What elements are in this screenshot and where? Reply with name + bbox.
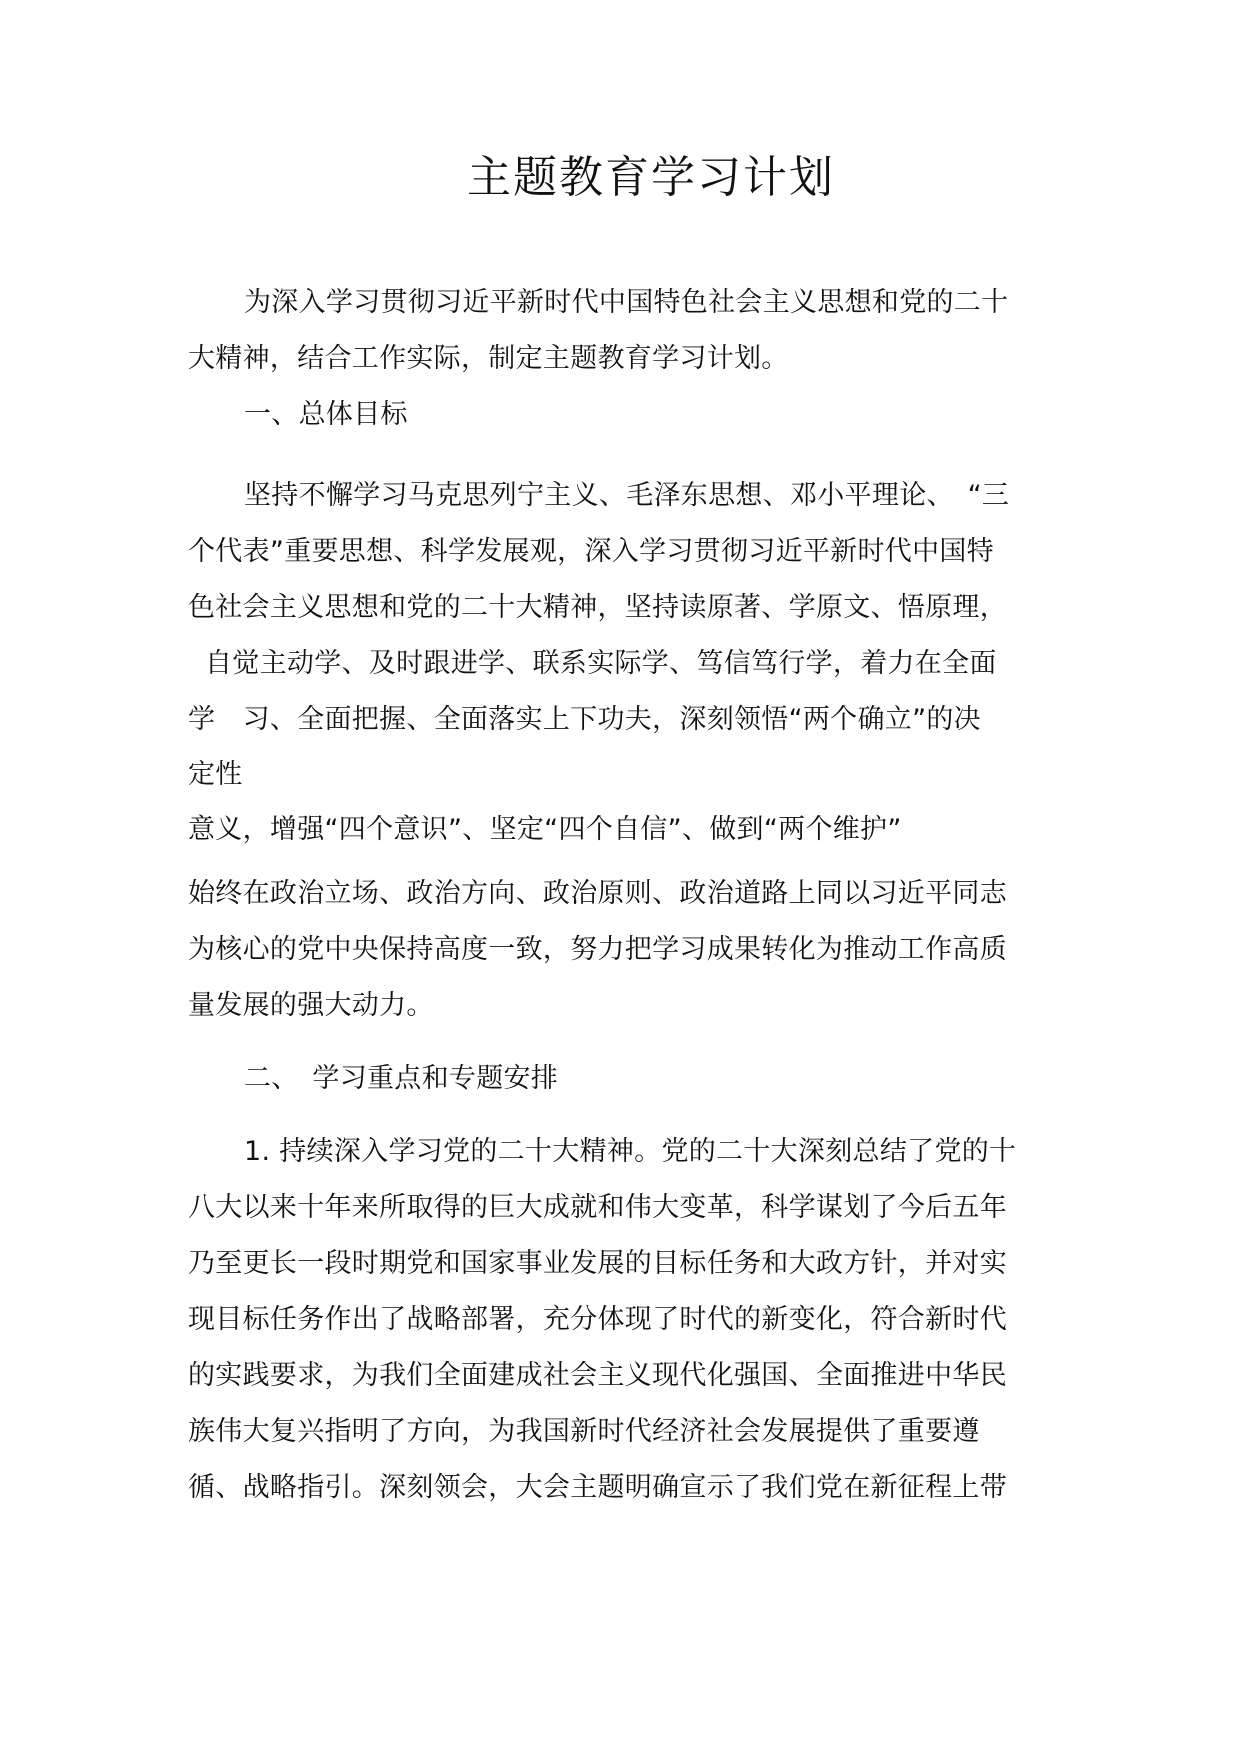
document-title: 主题教育学习计划 — [467, 152, 835, 203]
paragraph-line: 自觉主动学、及时跟进学、联系实际学、笃信笃行学，着力在全面 — [205, 648, 997, 679]
paragraph-line: 1. 持续深入学习党的二十大精神。党的二十大深刻总结了党的十 — [244, 1136, 1017, 1167]
paragraph-line: 意义，增强“四个意识”、坚定“四个自信”、做到“两个维护” — [188, 814, 902, 845]
paragraph-line: 的实践要求，为我们全面建成社会主义现代化强国、全面推进中华民 — [188, 1360, 1007, 1391]
paragraph-line: 族伟大复兴指明了方向，为我国新时代经济社会发展提供了重要遵 — [188, 1416, 980, 1447]
paragraph-line: 循、战略指引。深刻领会，大会主题明确宣示了我们党在新征程上带 — [188, 1472, 1007, 1503]
paragraph-line: 为核心的党中央保持高度一致，努力把学习成果转化为推动工作高质 — [188, 934, 1007, 965]
paragraph-line: 乃至更长一段时期党和国家事业发展的目标任务和大政方针，并对实 — [188, 1248, 1007, 1279]
paragraph-line: 为深入学习贯彻习近平新时代中国特色社会主义思想和党的二十 — [244, 287, 1009, 318]
section-heading: 二、 学习重点和专题安排 — [244, 1063, 559, 1094]
paragraph-line: 八大以来十年来所取得的巨大成就和伟大变革，科学谋划了今后五年 — [188, 1192, 1007, 1223]
section-heading: 一、总体目标 — [244, 399, 408, 430]
paragraph-line: 大精神，结合工作实际，制定主题教育学习计划。 — [188, 343, 789, 374]
paragraph-line: 量发展的强大动力。 — [188, 990, 434, 1021]
paragraph-line: 色社会主义思想和党的二十大精神，坚持读原著、学原文、悟原理， — [188, 592, 1007, 623]
paragraph-line: 个代表”重要思想、科学发展观，深入学习贯彻习近平新时代中国特 — [188, 536, 994, 567]
paragraph-line: 定性 — [188, 759, 243, 790]
paragraph-line: 现目标任务作出了战略部署，充分体现了时代的新变化，符合新时代 — [188, 1304, 1007, 1335]
paragraph-line: 学 习、全面把握、全面落实上下功夫，深刻领悟“两个确立”的决 — [188, 704, 981, 735]
paragraph-line: 坚持不懈学习马克思列宁主义、毛泽东思想、邓小平理论、 “三 — [244, 480, 1010, 511]
paragraph-line: 始终在政治立场、政治方向、政治原则、政治道路上同以习近平同志 — [188, 878, 1007, 909]
